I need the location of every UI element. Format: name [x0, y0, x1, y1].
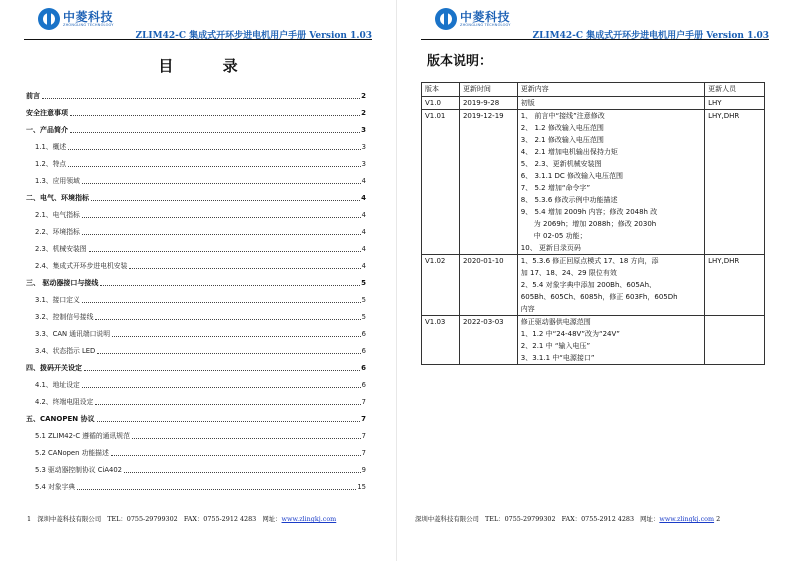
toc-leader-dots: [97, 421, 361, 422]
toc-entry-label: 五、CANOPEN 协议: [26, 415, 95, 423]
toc-entry-page: 4: [361, 211, 366, 219]
toc-leader-dots: [112, 336, 361, 337]
content-line: 2、2.1 中 “输入电压”: [520, 342, 591, 350]
toc-entry[interactable]: [26, 271, 366, 288]
toc-leader-dots: [129, 268, 360, 269]
col-header-date: 更新时间: [459, 83, 517, 97]
toc-leader-dots: [89, 251, 361, 252]
toc-entry[interactable]: [26, 390, 366, 407]
content-line: 9、 5.4 增加 2009h 内容；修改 2048h 改: [520, 208, 658, 216]
toc-leader-dots: [70, 132, 360, 133]
col-header-version: 版本: [422, 83, 460, 97]
page-left: [0, 0, 396, 561]
footer-tel: TEL：0755-29799302: [107, 515, 178, 523]
table-row: [422, 316, 765, 365]
table-row: [422, 97, 765, 110]
toc-entry-label: 三、 驱动器接口与接线: [26, 279, 99, 287]
toc-entry-label: 3.1、接口定义: [35, 296, 80, 304]
page-header: [421, 6, 769, 40]
toc-entry-label: 4.2、终端电阻设定: [35, 398, 94, 406]
toc-entry-page: 7: [361, 432, 366, 440]
toc-entry[interactable]: [26, 254, 366, 271]
version-table: [421, 82, 765, 365]
toc-entry-label: 2.1、电气指标: [35, 211, 80, 219]
toc-leader-dots: [97, 353, 360, 354]
header-rule: [421, 39, 769, 40]
toc-entry-label: 3.3、CAN 通讯端口说明: [35, 330, 111, 338]
content-line: 1、1.2 中“24-48V”改为“24V”: [520, 330, 620, 338]
toc-entry-label: 3.2、控制信号接线: [35, 313, 94, 321]
toc-entry-page: 4: [361, 262, 366, 270]
content-line: 2、 1.2 修改输入电压范围: [520, 124, 604, 132]
toc-entry-page: 4: [361, 177, 366, 185]
content-line: 605Bh、605Ch、6085h，修正 603Fh，605Dh: [520, 293, 678, 301]
toc-entry[interactable]: [26, 339, 366, 356]
cell-author: LHY,DHR: [705, 255, 765, 316]
cell-content: [517, 255, 704, 316]
toc-entry[interactable]: [26, 118, 366, 135]
toc-entry-page: 6: [361, 330, 366, 338]
footer-tel: TEL：0755-29799302: [485, 515, 556, 523]
toc-leader-dots: [95, 319, 360, 320]
toc-entry[interactable]: [26, 135, 366, 152]
cell-content: [517, 110, 704, 255]
logo-text: 中菱科技: [63, 9, 114, 24]
toc-entry-page: 9: [361, 466, 366, 474]
table-row: [422, 255, 765, 316]
toc-entry-label: 二、电气、环境指标: [26, 194, 89, 202]
content-line: 7、 5.2 增加“命令字”: [520, 184, 591, 192]
toc-leader-dots: [42, 98, 360, 99]
toc-entry[interactable]: [26, 288, 366, 305]
content-line: 2、5.4 对象字典中添加 200Bh、605Ah、: [520, 281, 657, 289]
version-title: 版本说明：: [427, 54, 493, 69]
table-of-contents: [26, 84, 366, 492]
footer-url-link[interactable]: www.zlingkj.com: [659, 515, 715, 523]
toc-leader-dots: [68, 166, 360, 167]
content-line: 初版: [520, 99, 535, 107]
toc-entry[interactable]: [26, 101, 366, 118]
footer-left: [27, 514, 336, 523]
footer-page-number: 2: [716, 515, 721, 523]
toc-entry[interactable]: [26, 441, 366, 458]
col-header-author: 更新人员: [705, 83, 765, 97]
toc-entry-page: 7: [361, 449, 366, 457]
content-line: 加 17、18、24、29 限位有效: [520, 269, 617, 277]
toc-entry-label: 前言: [26, 92, 40, 100]
toc-entry-page: 6: [361, 347, 366, 355]
cell-version: V1.0: [422, 97, 460, 110]
toc-entry-label: 5.4 对象字典: [35, 483, 76, 491]
toc-entry[interactable]: [26, 475, 366, 492]
header-title: ZLIM42-C 集成式开环步进电机用户手册 Version 1.03: [532, 31, 769, 41]
toc-entry-page: 3: [361, 126, 366, 134]
logo-subtext: ZHONGLING TECHNOLOGY: [460, 22, 511, 27]
toc-entry-page: 6: [361, 364, 366, 372]
cell-content: [517, 97, 704, 110]
toc-entry-label: 安全注意事项: [26, 109, 68, 117]
col-header-content: 更新内容: [517, 83, 704, 97]
toc-entry-label: 2.4、集成式开环步进电机安装: [35, 262, 128, 270]
content-line: 3、3.1.1 中“电源接口”: [520, 354, 595, 362]
toc-leader-dots: [124, 472, 361, 473]
toc-entry-page: 4: [361, 194, 366, 202]
table-row: [422, 110, 765, 255]
toc-entry[interactable]: [26, 84, 366, 101]
toc-entry[interactable]: [26, 407, 366, 424]
toc-entry-page: 4: [361, 245, 366, 253]
logo-text: 中菱科技: [460, 9, 511, 24]
toc-entry[interactable]: [26, 220, 366, 237]
toc-entry-label: 1.1、概述: [35, 143, 67, 151]
toc-entry-page: 5: [361, 279, 366, 287]
cell-date: 2022-03-03: [459, 316, 517, 365]
toc-entry-label: 5.1 ZLIM42-C 遵循的通讯规范: [35, 432, 130, 440]
cell-content: [517, 316, 704, 365]
toc-entry-page: 3: [361, 160, 366, 168]
toc-entry[interactable]: [26, 186, 366, 203]
content-line: 1、5.3.6 修正回原点模式 17、18 方向，添: [520, 257, 659, 265]
toc-entry[interactable]: [26, 458, 366, 475]
footer-page-number: 1: [27, 515, 32, 523]
cell-date: 2019-9-28: [459, 97, 517, 110]
toc-entry-label: 2.3、机械安装图: [35, 245, 87, 253]
header-title: ZLIM42-C 集成式开环步进电机用户手册 Version 1.03: [135, 31, 372, 41]
footer-web-label: 网址：: [640, 515, 660, 523]
toc-entry-page: 15: [357, 483, 366, 491]
toc-entry-page: 6: [361, 381, 366, 389]
toc-entry-label: 5.2 CANopen 功能描述: [35, 449, 109, 457]
toc-entry-page: 2: [361, 109, 366, 117]
cell-author: LHY,DHR: [705, 110, 765, 255]
toc-leader-dots: [70, 115, 360, 116]
toc-entry[interactable]: [26, 373, 366, 390]
footer-company: 深圳中菱科技有限公司: [37, 515, 102, 523]
toc-entry-label: 3.4、状态指示 LED: [35, 347, 96, 355]
toc-entry-label: 5.3 驱动器控制协议 CiA402: [35, 466, 122, 474]
toc-leader-dots: [95, 404, 360, 405]
toc-leader-dots: [82, 217, 361, 218]
footer-web-label: 网址：: [262, 515, 282, 523]
content-line: 1、 前言中“接线”注意修改: [520, 112, 605, 120]
content-line: 3、 2.1 修改输入电压范围: [520, 136, 604, 144]
toc-leader-dots: [68, 149, 360, 150]
toc-leader-dots: [77, 489, 356, 490]
company-logo: [435, 8, 511, 30]
toc-entry-page: 2: [361, 92, 366, 100]
content-line: 为 2069h；增加 2088h；修改 2030h: [533, 220, 657, 228]
toc-entry-label: 2.2、环境指标: [35, 228, 80, 236]
header-rule: [24, 39, 372, 40]
toc-entry-label: 1.3、应用领域: [35, 177, 80, 185]
toc-entry[interactable]: [26, 305, 366, 322]
toc-entry[interactable]: [26, 152, 366, 169]
logo-mark-icon: [38, 8, 60, 30]
page-header: [24, 6, 372, 40]
cell-version: V1.02: [422, 255, 460, 316]
toc-entry[interactable]: [26, 356, 366, 373]
content-line: 中 02-05 功能；: [533, 232, 587, 240]
content-line: 修正驱动器供电源范围: [520, 318, 591, 326]
toc-entry-label: 一、产品简介: [26, 126, 68, 134]
toc-entry[interactable]: [26, 169, 366, 186]
footer-fax: FAX：0755-2912 4283: [183, 515, 257, 523]
cell-version: V1.01: [422, 110, 460, 255]
company-logo: [38, 8, 114, 30]
toc-title: 目 录: [158, 57, 260, 75]
toc-leader-dots: [82, 234, 361, 235]
footer-right: [415, 514, 720, 523]
toc-leader-dots: [82, 302, 361, 303]
toc-leader-dots: [132, 438, 361, 439]
cell-date: 2020-01-10: [459, 255, 517, 316]
toc-entry-page: 4: [361, 228, 366, 236]
toc-entry-label: 4.1、地址设定: [35, 381, 80, 389]
cell-date: 2019-12-19: [459, 110, 517, 255]
version-table-header: [422, 83, 765, 97]
cell-version: V1.03: [422, 316, 460, 365]
toc-leader-dots: [82, 387, 361, 388]
toc-leader-dots: [82, 183, 361, 184]
toc-entry[interactable]: [26, 237, 366, 254]
toc-leader-dots: [111, 455, 361, 456]
content-line: 内容: [520, 305, 535, 313]
toc-entry-page: 5: [361, 296, 366, 304]
content-line: 8、 5.3.6 修改示例中功能描述: [520, 196, 618, 204]
toc-entry-page: 7: [361, 398, 366, 406]
toc-leader-dots: [91, 200, 360, 201]
toc-entry-label: 1.2、特点: [35, 160, 67, 168]
footer-fax: FAX：0755-2912 4283: [561, 515, 635, 523]
toc-entry-page: 3: [361, 143, 366, 151]
footer-company: 深圳中菱科技有限公司: [415, 515, 479, 523]
logo-subtext: ZHONGLING TECHNOLOGY: [63, 22, 114, 27]
footer-url-link[interactable]: www.zlingkj.com: [281, 515, 337, 523]
cell-author: LHY: [705, 97, 765, 110]
content-line: 10、 更新目录页码: [520, 244, 581, 252]
logo-mark-icon: [435, 8, 457, 30]
content-line: 4、 2.1 增加电机输出保持力矩: [520, 148, 618, 156]
toc-entry[interactable]: [26, 203, 366, 220]
toc-leader-dots: [100, 285, 360, 286]
page-right: [397, 0, 793, 561]
toc-entry[interactable]: [26, 424, 366, 441]
toc-leader-dots: [84, 370, 360, 371]
toc-entry-page: 7: [361, 415, 366, 423]
toc-entry-label: 四、拨码开关设定: [26, 364, 82, 372]
toc-entry-page: 5: [361, 313, 366, 321]
content-line: 6、 3.1.1 DC 修改输入电压范围: [520, 172, 623, 180]
cell-author: [705, 316, 765, 365]
content-line: 5、 2.3、更新机械安装图: [520, 160, 602, 168]
toc-entry[interactable]: [26, 322, 366, 339]
